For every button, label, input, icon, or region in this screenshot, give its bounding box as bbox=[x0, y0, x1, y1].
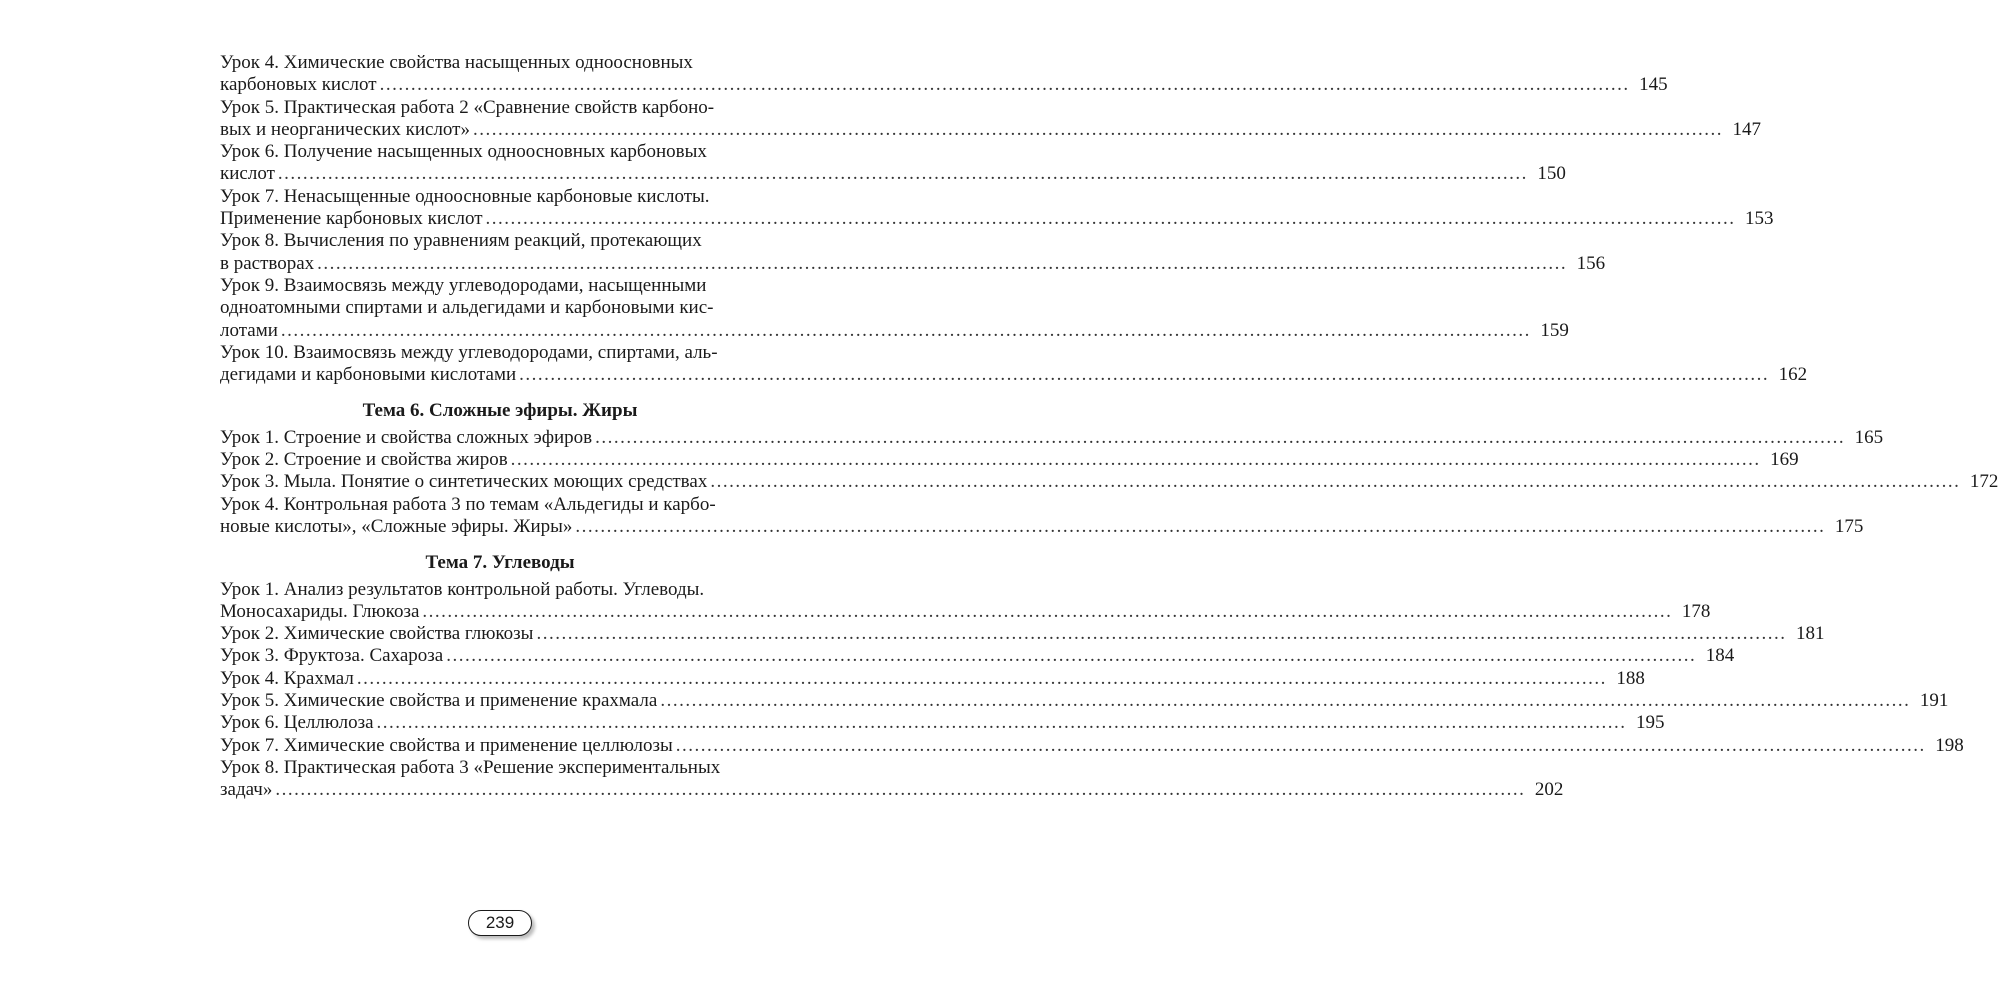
dot-leader: ........................................................................................................................................................................................................ bbox=[536, 623, 1787, 645]
toc-entry-text-line: Урок 9. Взаимосвязь между углеводородами, насыщенными bbox=[220, 274, 707, 296]
toc-entry-text: Урок 3. Мыла. Понятие о синтетических моющих средствах bbox=[220, 471, 708, 493]
dot-leader: ........................................................................................................................................................................................................ bbox=[446, 645, 1697, 667]
dot-leader: ........................................................................................................................................................................................................ bbox=[485, 208, 1736, 230]
toc-entry-last-line bbox=[220, 208, 1774, 230]
toc-entry-text: Урок 5. Химические свойства и применение крахмала bbox=[220, 690, 658, 712]
dot-leader: ........................................................................................................................................................................................................ bbox=[575, 515, 1826, 537]
toc-entry-text-line: Урок 4. Контрольная работа 3 по темам «Альдегиды и карбо- bbox=[220, 493, 716, 515]
dot-leader: ........................................................................................................................................................................................................ bbox=[317, 252, 1568, 274]
toc-entry[interactable] bbox=[220, 230, 1606, 275]
dot-leader: ........................................................................................................................................................................................................ bbox=[660, 690, 1911, 712]
toc-entry[interactable] bbox=[220, 734, 1964, 757]
toc-entry[interactable] bbox=[220, 756, 1564, 802]
toc-entry-last-line bbox=[220, 118, 1761, 141]
toc-entry-last-line bbox=[220, 252, 1606, 275]
dot-leader: ........................................................................................................................................................................................................ bbox=[280, 319, 1531, 341]
toc-entry[interactable] bbox=[220, 449, 1799, 471]
section-title: Тема 6. Сложные эфиры. Жиры bbox=[362, 400, 638, 422]
dot-leader: ........................................................................................................................................................................................................ bbox=[356, 667, 1607, 689]
toc-entry[interactable] bbox=[220, 578, 1711, 624]
toc-entry-text: Урок 2. Строение и свойства жиров bbox=[220, 449, 508, 471]
toc-entry-text-line: Урок 8. Вычисления по уравнениям реакций, протекающих bbox=[220, 230, 702, 252]
toc-entry-text-line: Урок 7. Ненасыщенные одноосновные карбоновые кислоты. bbox=[220, 185, 710, 207]
toc-entry-last-line bbox=[220, 364, 1808, 386]
section-title: Тема 7. Углеводы bbox=[425, 552, 575, 574]
toc-entry-text-line: Урок 4. Химические свойства насыщенных одноосновных bbox=[220, 52, 693, 73]
toc-entry-last-line bbox=[220, 667, 1645, 690]
toc-entry-last-line bbox=[220, 426, 1884, 449]
toc-page-ref: 165 bbox=[1854, 426, 1884, 448]
toc-entry-text: в растворах bbox=[220, 252, 315, 274]
toc-entry-text-line: Урок 1. Анализ результатов контрольной работы. Углеводы. bbox=[220, 578, 705, 600]
dot-leader: ........................................................................................................................................................................................................ bbox=[472, 118, 1723, 140]
toc-page-ref: 178 bbox=[1681, 600, 1711, 622]
toc-entry-last-line bbox=[220, 515, 1864, 538]
toc-page-ref: 191 bbox=[1919, 690, 1949, 712]
toc-page-ref: 153 bbox=[1745, 208, 1774, 230]
page-number: 239 bbox=[468, 910, 532, 936]
toc-entry[interactable] bbox=[220, 341, 1808, 387]
dot-leader: ........................................................................................................................................................................................................ bbox=[422, 600, 1673, 622]
toc-entry-text: дегидами и карбоновыми кислотами bbox=[220, 364, 517, 386]
dot-leader: ........................................................................................................................................................................................................ bbox=[379, 74, 1630, 96]
toc-entry[interactable] bbox=[220, 52, 1668, 97]
toc-entry-last-line bbox=[220, 449, 1799, 471]
toc-entry-last-line bbox=[220, 690, 1949, 712]
toc-page-ref: 195 bbox=[1636, 712, 1665, 734]
dot-leader: ........................................................................................................................................................................................................ bbox=[376, 712, 1627, 734]
dot-leader: ........................................................................................................................................................................................................ bbox=[710, 471, 1961, 493]
toc-entry-last-line bbox=[220, 319, 1569, 342]
toc-entry-last-line bbox=[220, 74, 1668, 96]
toc-entry-last-line bbox=[220, 163, 1566, 185]
toc-entry[interactable] bbox=[220, 645, 1735, 667]
dot-leader: ........................................................................................................................................................................................................ bbox=[675, 734, 1926, 756]
toc-entry[interactable] bbox=[220, 96, 1761, 142]
toc-page-ref: 150 bbox=[1537, 163, 1566, 185]
toc-entry-text: новые кислоты», «Сложные эфиры. Жиры» bbox=[220, 515, 573, 537]
toc-page-ref: 145 bbox=[1639, 74, 1668, 96]
toc-entry-text: Урок 2. Химические свойства глюкозы bbox=[220, 623, 534, 645]
toc-entry-last-line bbox=[220, 712, 1665, 734]
toc-entry-last-line bbox=[220, 734, 1964, 757]
toc-entry[interactable] bbox=[220, 493, 1864, 539]
toc-page-ref: 188 bbox=[1616, 667, 1645, 689]
toc-page-ref: 162 bbox=[1778, 364, 1808, 386]
dot-leader: ........................................................................................................................................................................................................ bbox=[510, 449, 1761, 471]
toc-entry[interactable] bbox=[220, 471, 1998, 493]
toc-entry[interactable] bbox=[220, 185, 1774, 231]
dot-leader: ........................................................................................................................................................................................................ bbox=[519, 364, 1770, 386]
toc-entry-text-line: Урок 8. Практическая работа 3 «Решение экспериментальных bbox=[220, 756, 721, 778]
toc-entry-text: Моносахариды. Глюкоза bbox=[220, 600, 420, 622]
toc-entry-text-line: Урок 5. Практическая работа 2 «Сравнение свойств карбоно- bbox=[220, 96, 715, 118]
dot-leader: ........................................................................................................................................................................................................ bbox=[277, 163, 1528, 185]
toc-entry[interactable] bbox=[220, 690, 1949, 712]
toc-entry-text: Урок 3. Фруктоза. Сахароза bbox=[220, 645, 444, 667]
toc-entry-text: Применение карбоновых кислот bbox=[220, 208, 483, 230]
toc-entry-text-line: одноатомными спиртами и альдегидами и карбоновыми кис- bbox=[220, 297, 714, 319]
toc-page-ref: 156 bbox=[1576, 252, 1606, 274]
toc-entry[interactable] bbox=[220, 426, 1884, 449]
toc-entry-last-line bbox=[220, 471, 1998, 493]
toc-entry-text: Урок 4. Крахмал bbox=[220, 667, 354, 689]
table-of-contents bbox=[220, 52, 1998, 802]
toc-page-ref: 202 bbox=[1534, 779, 1564, 801]
toc-entry[interactable] bbox=[220, 623, 1825, 645]
toc-entry[interactable] bbox=[220, 274, 1569, 342]
toc-entry-last-line bbox=[220, 623, 1825, 645]
toc-entry-text: Урок 7. Химические свойства и применение целлюлозы bbox=[220, 734, 673, 756]
toc-page-ref: 159 bbox=[1540, 319, 1569, 341]
dot-leader: ........................................................................................................................................................................................................ bbox=[595, 426, 1846, 448]
toc-entry-text: лотами bbox=[220, 319, 278, 341]
toc-page-ref: 181 bbox=[1795, 623, 1825, 645]
toc-entry[interactable] bbox=[220, 667, 1645, 690]
toc-entry-text: Урок 1. Строение и свойства сложных эфиров bbox=[220, 426, 593, 448]
toc-entry-text: карбоновых кислот bbox=[220, 74, 377, 96]
dot-leader: ........................................................................................................................................................................................................ bbox=[275, 779, 1526, 801]
toc-entry-text: вых и неорганических кислот» bbox=[220, 118, 470, 140]
toc-entry-last-line bbox=[220, 779, 1564, 801]
toc-page-ref: 147 bbox=[1732, 118, 1761, 140]
toc-entry-last-line bbox=[220, 600, 1711, 623]
toc-page-ref: 184 bbox=[1705, 645, 1735, 667]
toc-page-ref: 172 bbox=[1969, 471, 1998, 493]
toc-page-ref: 175 bbox=[1834, 515, 1864, 537]
toc-entry-text-line: Урок 10. Взаимосвязь между углеводородами, спиртами, аль- bbox=[220, 341, 718, 363]
toc-entry-last-line bbox=[220, 645, 1735, 667]
toc-entry-text-line: Урок 6. Получение насыщенных одноосновных карбоновых bbox=[220, 141, 707, 163]
toc-entry-text: задач» bbox=[220, 779, 273, 801]
toc-entry[interactable] bbox=[220, 712, 1665, 734]
toc-entry[interactable] bbox=[220, 141, 1566, 186]
toc-page-ref: 198 bbox=[1935, 734, 1964, 756]
toc-page-ref: 169 bbox=[1770, 449, 1799, 471]
toc-entry-text: Урок 6. Целлюлоза bbox=[220, 712, 374, 734]
toc-entry-text: кислот bbox=[220, 163, 275, 185]
